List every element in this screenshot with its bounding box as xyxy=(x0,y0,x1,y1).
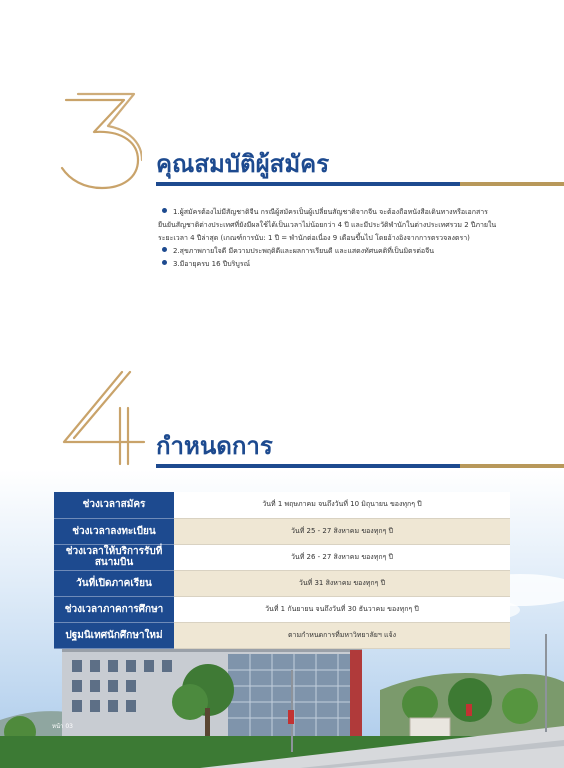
section-3-number xyxy=(58,86,142,190)
criteria-2-line-1: 2.สุขภาพกายใจดี มีความประพฤติดีและผลการเรียนดี และแสดงทัศนคติที่เป็นมิตรต่อจีน xyxy=(173,247,434,255)
schedule-row xyxy=(54,492,510,518)
schedule-value: วันที่ 1 กันยายน จนถึงวันที่ 30 ธันวาคม ของทุกๆ ปี xyxy=(174,596,510,622)
criteria-item-3 xyxy=(158,258,514,271)
schedule-row xyxy=(54,622,510,648)
schedule-label: ช่วงเวลาสมัคร xyxy=(54,492,174,518)
section-3-rule xyxy=(156,182,564,186)
bullet-icon xyxy=(162,260,167,265)
schedule-label: ช่วงเวลาภาคการศึกษา xyxy=(54,596,174,622)
schedule-row xyxy=(54,518,510,544)
schedule-label: ปฐมนิเทศนักศึกษาใหม่ xyxy=(54,622,174,648)
outlined-numeral-4 xyxy=(60,368,148,466)
section-4-title: กำหนดการ xyxy=(156,432,273,460)
criteria-1-line-1: 1.ผู้สมัครต้องไม่มีสัญชาติจีน กรณีผู้สมัครเป็นผู้เปลี่ยนสัญชาติจากจีน จะต้องถือหนังสือเดินทางหรือเอกสาร xyxy=(173,208,488,216)
schedule-row xyxy=(54,596,510,622)
criteria-1-line-2: ยืนยันสัญชาติต่างประเทศที่ยังมีผลใช้ได้เป็นเวลาไม่น้อยกว่า 4 ปี และมีประวัติพำนักในต่างประเทศรวม 2 ปีภายใน xyxy=(158,221,497,229)
schedule-value: ตามกำหนดการที่มหาวิทยาลัยฯ แจ้ง xyxy=(174,622,510,648)
criteria-list xyxy=(158,206,514,271)
schedule-value: วันที่ 1 พฤษภาคม จนถึงวันที่ 10 มิถุนายน ของทุกๆ ปี xyxy=(174,492,510,518)
bullet-icon xyxy=(162,208,167,213)
criteria-3-line-1: 3.มีอายุครบ 16 ปีบริบูรณ์ xyxy=(173,260,251,268)
schedule-table xyxy=(54,492,510,649)
schedule-value: วันที่ 31 สิงหาคม ของทุกๆ ปี xyxy=(174,570,510,596)
page-number: หน้า 03 xyxy=(52,723,73,730)
schedule-label: วันที่เปิดภาคเรียน xyxy=(54,570,174,596)
bullet-icon xyxy=(162,247,167,252)
schedule-value: วันที่ 26 - 27 สิงหาคม ของทุกๆ ปี xyxy=(174,544,510,570)
criteria-item-2 xyxy=(158,245,514,258)
schedule-row xyxy=(54,570,510,596)
outlined-numeral-3 xyxy=(58,86,142,190)
schedule-label: ช่วงเวลาลงทะเบียน xyxy=(54,518,174,544)
section-4-number xyxy=(60,368,148,466)
criteria-item-1 xyxy=(158,206,514,245)
section-4-rule xyxy=(156,464,564,468)
schedule-row xyxy=(54,544,510,570)
section-3-title: คุณสมบัติผู้สมัคร xyxy=(156,150,330,178)
schedule-label: ช่วงเวลาให้บริการรับที่สนามบิน xyxy=(54,544,174,570)
criteria-1-line-3: ระยะเวลา 4 ปีล่าสุด (เกณฑ์การนับ: 1 ปี = พำนักต่อเนื่อง 9 เดือนขึ้นไป โดยอ้างอิงจากการตรวจลงตรา) xyxy=(158,234,470,242)
schedule-value: วันที่ 25 - 27 สิงหาคม ของทุกๆ ปี xyxy=(174,518,510,544)
